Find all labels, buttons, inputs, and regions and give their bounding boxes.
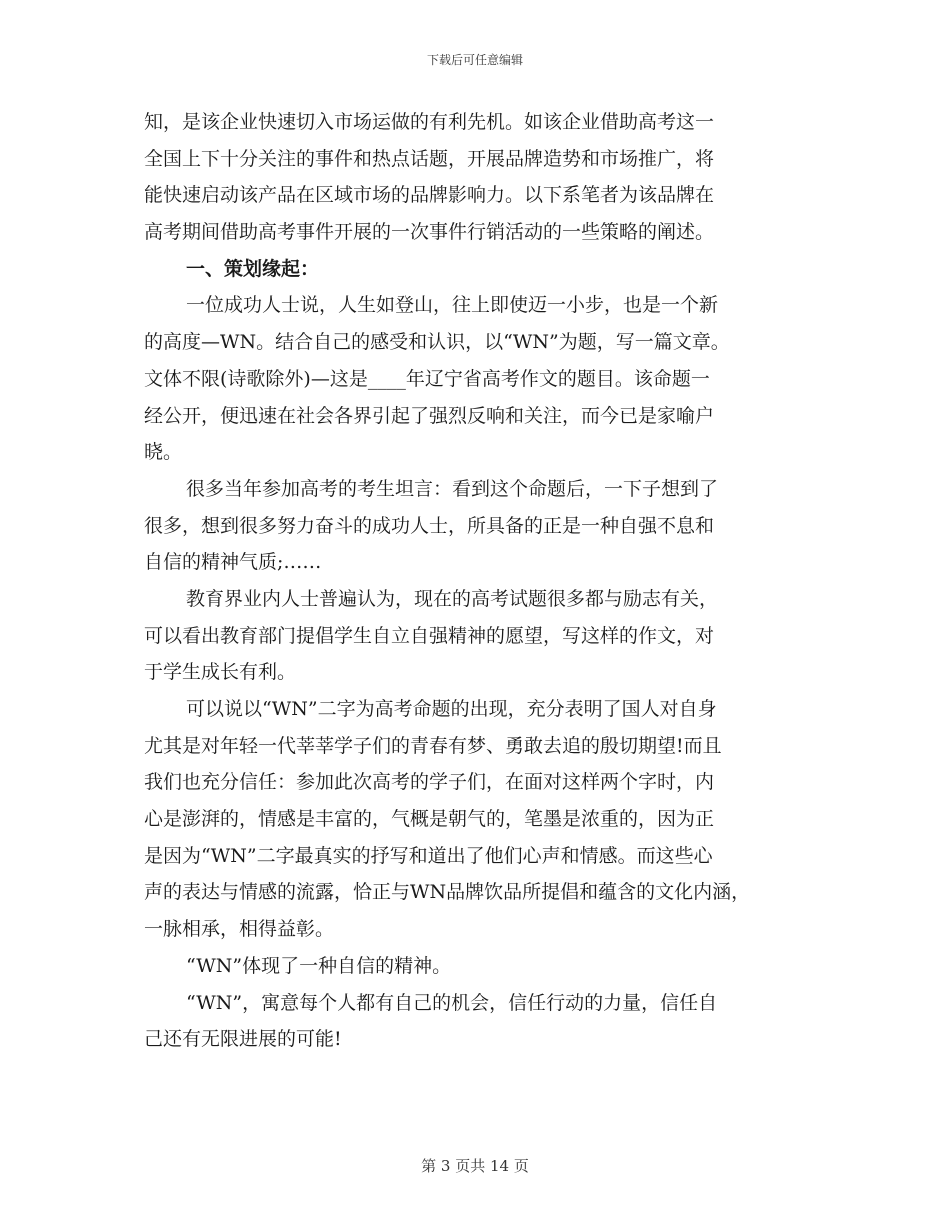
text-line: 是因为“WN”二字最真实的抒写和道出了他们心声和情感。而这些心 [144,844,713,867]
text-line: 的高度—WN。结合自己的感受和认识，以“WN”为题，写一篇文章。 [144,331,730,354]
text-line: 文体不限(诗歌除外)—这是____年辽宁省高考作文的题目。该命题一 [144,367,710,390]
text-line: 尤其是对年轻一代莘莘学子们的青春有梦、勇敢去追的殷切期望!而且 [144,734,722,757]
text-line: 高考期间借助高考事件开展的一次事件行销活动的一些策略的阐述。 [144,221,715,244]
text-line: 声的表达与情感的流露，恰正与WN品牌饮品所提倡和蕴含的文化内涵， [144,881,751,904]
page-footer: 第 3 页共 14 页 [421,1157,529,1175]
text-line: 经公开，便迅速在社会各界引起了强烈反响和关注，而今已是家喻户 [144,404,715,427]
text-line: 可以看出教育部门提倡学生自立自强精神的愿望，写这样的作文，对 [144,624,715,647]
section-heading: 一、策划缘起： [186,257,320,280]
text-line: 晓。 [144,441,183,464]
text-line: 能快速启动该产品在区域市场的品牌影响力。以下系笔者为该品牌在 [144,184,715,207]
text-line: “WN”体现了一种自信的精神。 [186,954,452,977]
text-line: 很多，想到很多努力奋斗的成功人士，所具备的正是一种自强不息和 [144,514,715,537]
text-line: 自信的精神气质;…… [144,551,322,574]
text-line: 一位成功人士说，人生如登山，往上即使迈一小步，也是一个新 [186,294,719,317]
text-line: 己还有无限进展的可能! [144,1028,342,1051]
text-line: 全国上下十分关注的事件和热点话题，开展品牌造势和市场推广，将 [144,147,715,170]
text-line: “WN”，寓意每个人都有自己的机会，信任行动的力量，信任自 [186,991,718,1014]
text-line: 我们也充分信任：参加此次高考的学子们，在面对这样两个字时，内 [144,771,715,794]
text-line: 于学生成长有利。 [144,661,297,684]
text-line: 教育界业内人士普遍认为，现在的高考试题很多都与励志有关， [186,587,719,610]
document-body [144,104,809,1058]
text-line: 心是澎湃的，情感是丰富的，气概是朝气的，笔墨是浓重的，因为正 [144,808,715,831]
text-line: 知，是该企业快速切入市场运做的有利先机。如该企业借助高考这一 [144,111,715,133]
text-line: 一脉相承，相得益彰。 [144,918,335,941]
text-line: 可以说以“WN”二字为高考命题的出现，充分表明了国人对自身 [186,698,717,720]
page-header: 下载后可任意编辑 [426,53,523,67]
text-line: 很多当年参加高考的考生坦言：看到这个命题后，一下子想到了 [186,477,719,500]
